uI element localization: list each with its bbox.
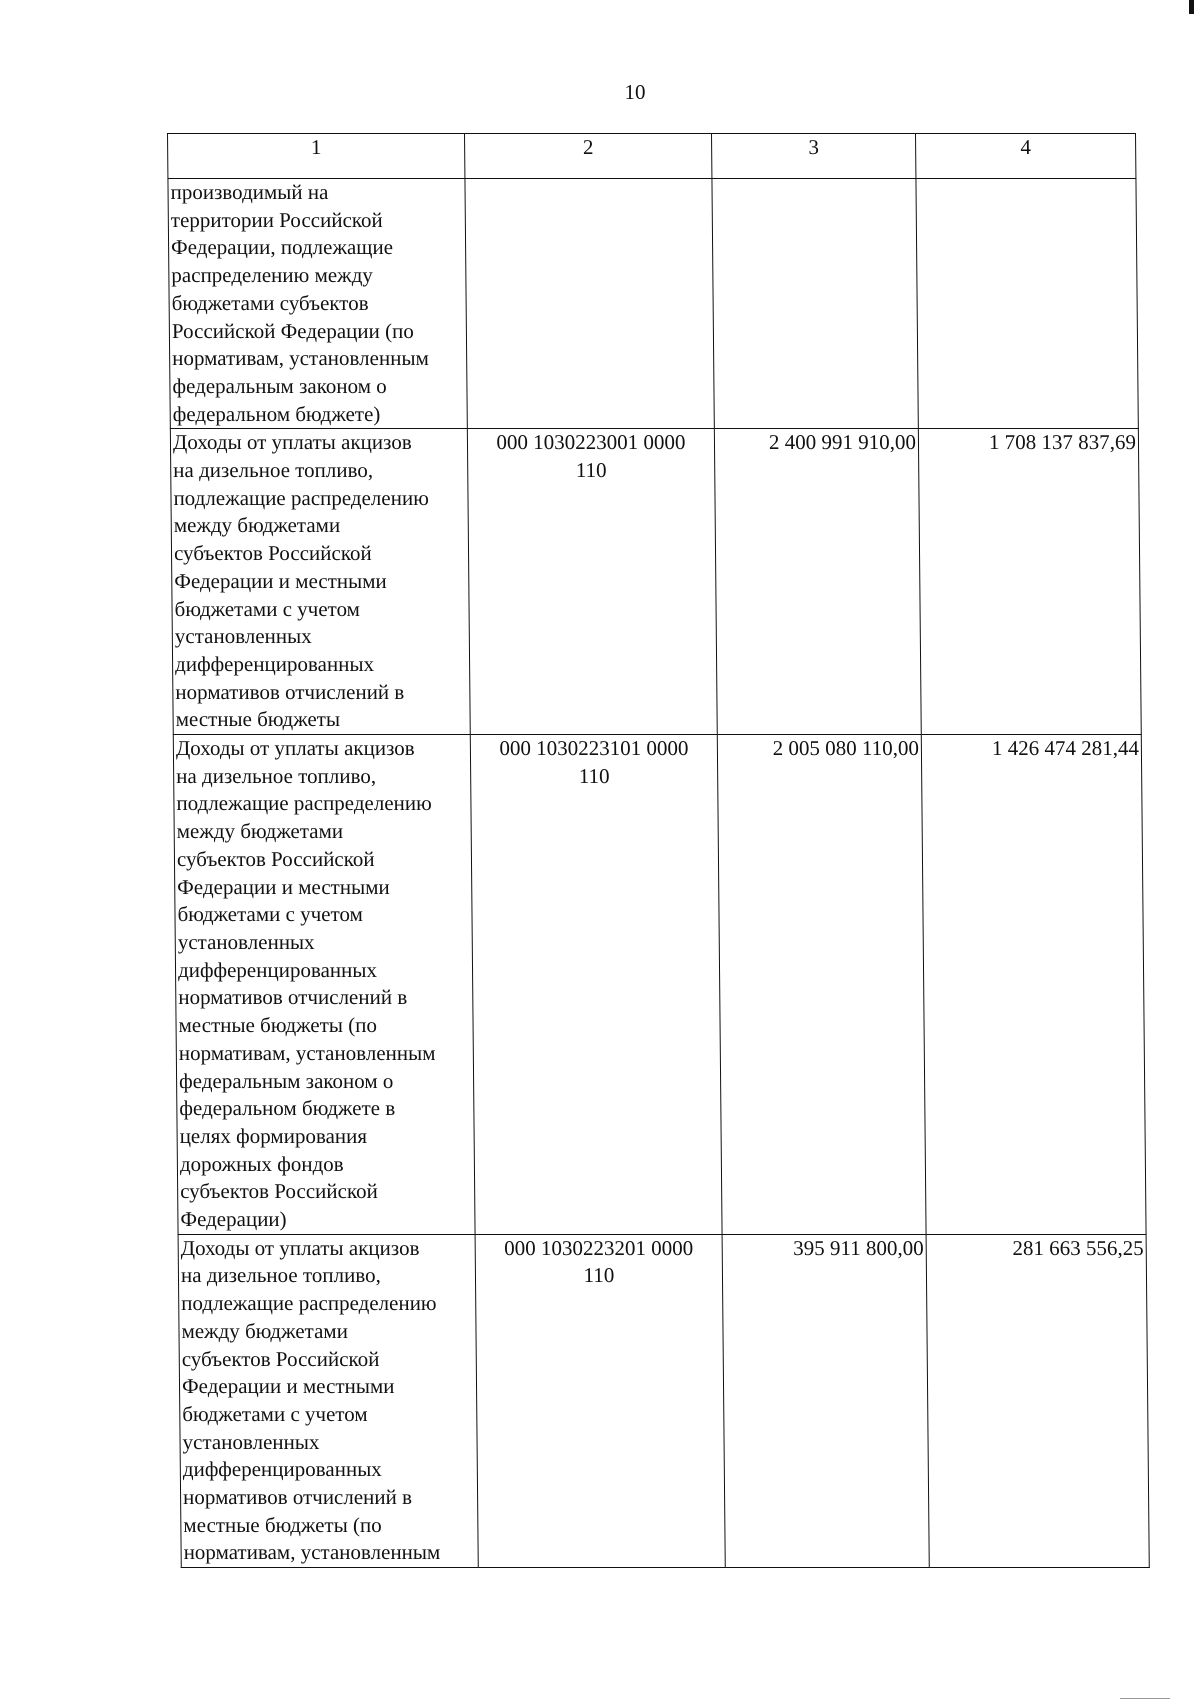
budget-table bbox=[167, 133, 1150, 1568]
table-row bbox=[173, 735, 1146, 1235]
row-code: 000 1030223001 0000 110 bbox=[467, 429, 717, 735]
table-header-row bbox=[168, 134, 1136, 179]
scan-artifact-line bbox=[1120, 1698, 1170, 1699]
column-header: 2 bbox=[465, 134, 712, 179]
row-description: Доходы от уплаты акцизов на дизельное топливо, подлежащие распределению между бюджетами субъектов Российской Федерации и местными бюджетами с учетом установленных дифференцированных нормативов отчислений в местные бюджеты (по нормативам, установленным bbox=[178, 1234, 478, 1567]
row-amount-plan: 2 005 080 110,00 bbox=[717, 735, 926, 1235]
row-description: Доходы от уплаты акцизов на дизельное топливо, подлежащие распределению между бюджетами субъектов Российской Федерации и местными бюджетами с учетом установленных дифференцированных нормативов отчислений в местные бюджеты bbox=[170, 429, 470, 735]
column-header: 3 bbox=[712, 134, 916, 179]
column-header: 4 bbox=[916, 134, 1136, 179]
scan-edge-mark bbox=[1189, 0, 1194, 14]
table-row bbox=[178, 1234, 1149, 1567]
row-description: Доходы от уплаты акцизов на дизельное топливо, подлежащие распределению между бюджетами субъектов Российской Федерации и местными бюджетами с учетом установленных дифференцированных нормативов отчислений в местные бюджеты (по нормативам, установленным федеральным законом о федеральном бюджете в целях формирования дорожных фондов субъектов Российской Федерации) bbox=[173, 735, 475, 1235]
row-amount-plan: 2 400 991 910,00 bbox=[714, 429, 921, 735]
row-description: производимый на территории Российской Федерации, подлежащие распределению между бюджетами субъектов Российской Федерации (по нормативам, установленным федеральным законом о федеральном бюджете) bbox=[168, 179, 467, 429]
row-amount-actual: 1 426 474 281,44 bbox=[921, 735, 1146, 1235]
row-code: 000 1030223101 0000 110 bbox=[470, 735, 722, 1235]
row-code bbox=[465, 179, 714, 429]
column-header: 1 bbox=[168, 134, 465, 179]
budget-table-container bbox=[167, 133, 1149, 1568]
table-row bbox=[168, 179, 1138, 429]
row-amount-plan: 395 911 800,00 bbox=[722, 1234, 929, 1567]
row-amount-actual bbox=[916, 179, 1138, 429]
table-row bbox=[170, 429, 1141, 735]
row-amount-actual: 281 663 556,25 bbox=[926, 1234, 1149, 1567]
row-code: 000 1030223201 0000 110 bbox=[475, 1234, 725, 1567]
page-number: 10 bbox=[624, 80, 646, 104]
row-amount-actual: 1 708 137 837,69 bbox=[918, 429, 1141, 735]
row-amount-plan bbox=[712, 179, 918, 429]
